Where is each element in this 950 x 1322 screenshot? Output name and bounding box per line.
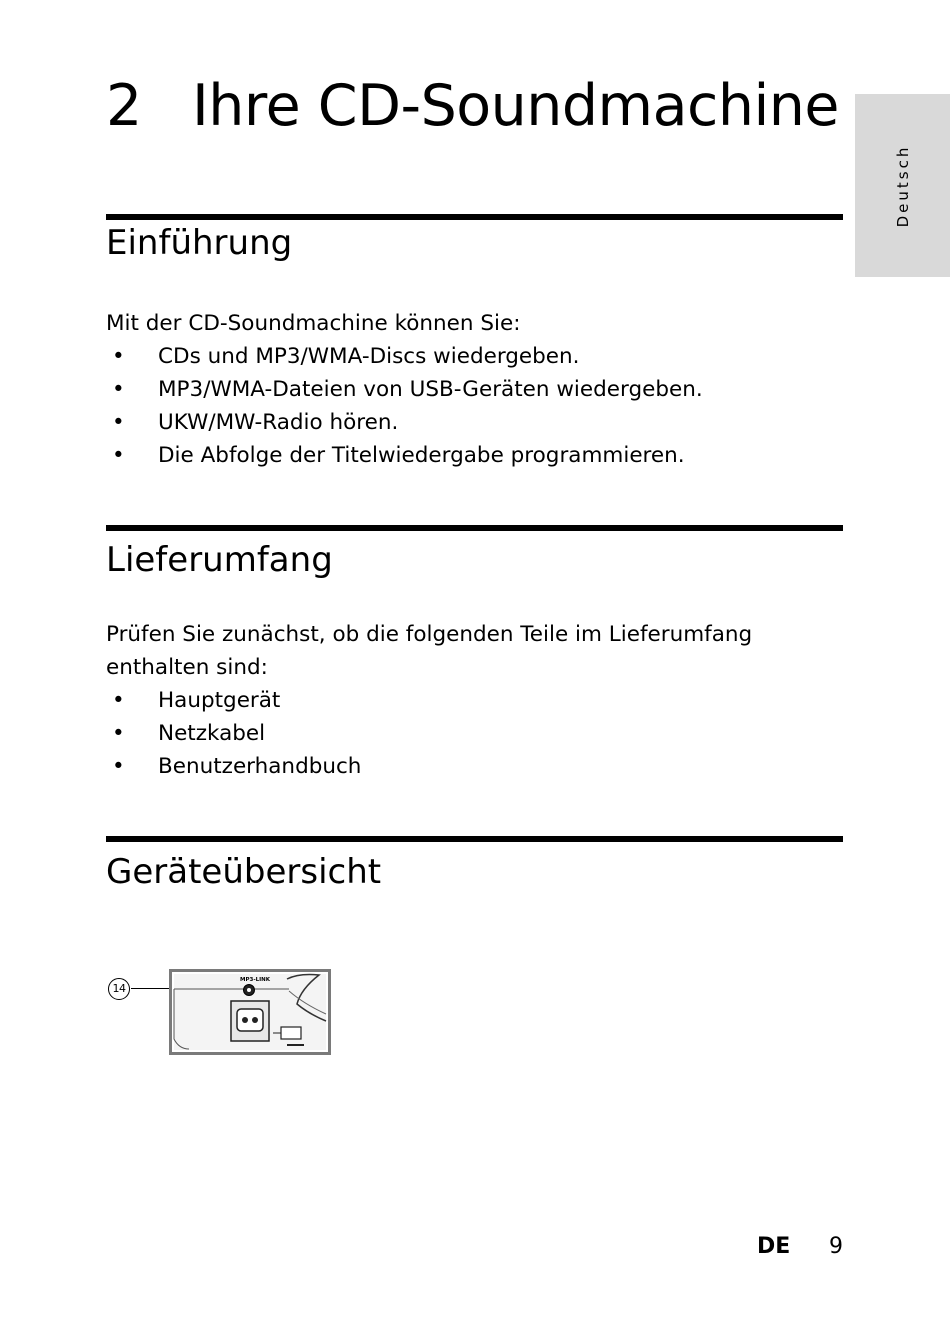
- bullet: •: [112, 443, 125, 468]
- list-item: [106, 406, 843, 439]
- section-heading-overview: Geräteübersicht: [106, 852, 382, 892]
- section-rule-overview: [106, 836, 843, 842]
- chapter-title: [106, 73, 840, 139]
- list-item-text: Die Abfolge der Titelwiedergabe programmieren.: [158, 443, 685, 468]
- language-tab-label: Deutsch: [893, 144, 912, 227]
- language-tab: [855, 94, 950, 277]
- list-item: [106, 750, 843, 783]
- list-item: [106, 717, 843, 750]
- list-item-text: Benutzerhandbuch: [158, 754, 362, 779]
- bullet: •: [112, 754, 125, 779]
- contents-lead: Prüfen Sie zunächst, ob die folgenden Teile im Lieferumfang enthalten sind:: [106, 622, 753, 680]
- list-item-text: Netzkabel: [158, 721, 266, 746]
- intro-list: [106, 340, 843, 472]
- contents-list: [106, 684, 843, 783]
- list-item-text: MP3/WMA-Dateien von USB-Geräten wiedergeben.: [158, 377, 703, 402]
- section-heading-contents: Lieferumfang: [106, 540, 333, 580]
- list-item-text: UKW/MW-Radio hören.: [158, 410, 399, 435]
- callout-number: 14: [108, 978, 130, 1000]
- device-rear-panel-figure: [169, 969, 331, 1055]
- section-heading-intro: Einführung: [106, 223, 293, 263]
- mp3-link-label: MP3-LINK: [240, 977, 271, 983]
- bullet: •: [112, 344, 125, 369]
- bullet: •: [112, 688, 125, 713]
- intro-lead: Mit der CD-Soundmachine können Sie:: [106, 311, 521, 336]
- footer-language: DE: [757, 1234, 791, 1259]
- intro-text: [106, 307, 843, 472]
- chapter-title-text: Ihre CD-Soundmachine: [192, 73, 840, 139]
- list-item: [106, 373, 843, 406]
- list-item: [106, 439, 843, 472]
- bullet: •: [112, 377, 125, 402]
- bullet: •: [112, 721, 125, 746]
- bullet: •: [112, 410, 125, 435]
- section-rule-contents: [106, 525, 843, 531]
- section-rule-intro: [106, 214, 843, 220]
- list-item-text: Hauptgerät: [158, 688, 281, 713]
- page-number: 9: [829, 1234, 843, 1259]
- list-item-text: CDs und MP3/WMA-Discs wiedergeben.: [158, 344, 580, 369]
- chapter-number: 2: [106, 73, 142, 139]
- list-item: [106, 684, 843, 717]
- contents-text: [106, 618, 843, 783]
- list-item: [106, 340, 843, 373]
